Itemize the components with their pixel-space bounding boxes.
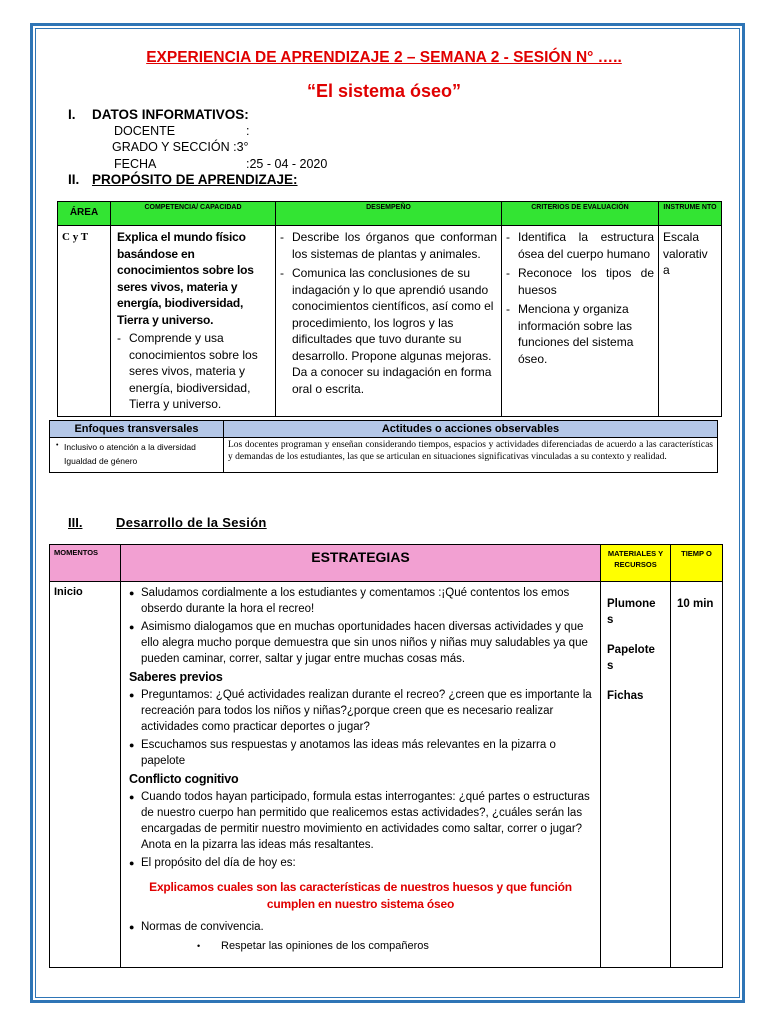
- strategy-text: Asimismo dialogamos que en muchas oportunidades hacen diversas actividades y que ello alegra mucho porque demuestra que sin unos niños y niñas muy saludables ya que pueden caminar, correr, saltar y jugar entre muchas cosas más.: [141, 621, 588, 665]
- instrumento-cell: Escala valorativ a: [659, 226, 722, 417]
- info-docente: [114, 124, 249, 138]
- info-value: 25 - 04 - 2020: [249, 157, 328, 171]
- norma-item: [197, 938, 592, 954]
- info-label: DOCENTE: [114, 124, 176, 138]
- competencia-cell: [111, 226, 276, 417]
- header-competencia: COMPETENCIA/ CAPACIDAD: [111, 202, 276, 226]
- strategy-item: [129, 687, 592, 735]
- criterio-item: [506, 229, 654, 262]
- strategy-item: [129, 855, 592, 871]
- header-instrumento: INSTRUME NTO: [659, 202, 722, 226]
- enfoque-text: Inclusivo o atención a la diversidad Igualdad de género: [64, 442, 196, 466]
- strategy-text: Escuchamos sus respuestas y anotamos las ideas más relevantes en la pizarra o papelote: [141, 739, 556, 767]
- section-proposito-heading: [68, 172, 298, 187]
- header-materiales: MATERIALES Y RECURSOS: [601, 545, 671, 582]
- bullet-marker: ●: [129, 690, 135, 700]
- info-label: FECHA: [114, 157, 157, 171]
- materiales-cell: [601, 582, 671, 968]
- material-item: Fichas: [607, 690, 644, 702]
- strategy-text: Preguntamos: ¿Qué actividades realizan durante el recreo? ¿creen que es importante la recreación para todos los niños y niñas?¿porque creen que es necesario realizar actividades como practicar deportes o jugar?: [141, 689, 592, 733]
- bullet-marker: ●: [129, 922, 135, 932]
- strategy-item: [129, 919, 592, 935]
- section-title: Desarrollo de la Sesión: [116, 515, 267, 530]
- bullet-marker: ●: [129, 858, 135, 868]
- strategy-text: El propósito del día de hoy es:: [141, 857, 296, 869]
- section-desarrollo-heading: [68, 515, 267, 530]
- header-actitudes: Actitudes o acciones observables: [224, 421, 718, 438]
- enfoques-row: [50, 438, 718, 473]
- session-table: [49, 544, 723, 968]
- strategy-item: [129, 619, 592, 667]
- actitudes-cell: Los docentes programan y enseñan considerando tiempos, espacios y actividades diferenciadas de acuerdo a las características y demandas de los estudiantes, las que se articulan en situaciones significativas vinculadas a su contexto y realidad.: [224, 438, 718, 473]
- header-momentos: MOMENTOS: [50, 545, 121, 582]
- header-desempeno: DESEMPEÑO: [276, 202, 502, 226]
- session-purpose: Explicamos cuales son las características de nuestros huesos y que función cumplen en nuestro sistema óseo: [149, 880, 572, 911]
- section-title: DATOS INFORMATIVOS:: [92, 107, 249, 122]
- document-title: EXPERIENCIA DE APRENDIZAJE 2 – SEMANA 2 - SESIÓN N° …..: [146, 49, 622, 66]
- strategy-text: Cuando todos hayan participado, formula estas interrogantes: ¿qué partes o estructuras de nuestro cuerpo han permitido que realicemos estas actividades?, ¿cuáles serán las encargadas de permitir nuestro movimiento en actividades como saltar, correr o jugar? Anota en la pizarra las ideas más resaltantes.: [141, 791, 590, 851]
- document-subtitle: “El sistema óseo”: [306, 81, 462, 101]
- header-enfoques: Enfoques transversales: [50, 421, 224, 438]
- purpose-table-row: [58, 226, 722, 417]
- section-datos-heading: [68, 107, 249, 122]
- criterio-item: [506, 265, 654, 298]
- norma-text: Respetar las opiniones de los compañeros: [221, 940, 429, 952]
- enfoques-header: [50, 421, 718, 438]
- area-cell: C y T: [58, 226, 111, 417]
- criterios-cell: [502, 226, 659, 417]
- enfoques-table: [49, 420, 718, 473]
- capacidad-text: Comprende y usa conocimientos sobre los seres vivos, materia y energía, biodiversidad, Tierra y universo.: [129, 331, 258, 411]
- criterio-text: Reconoce los tipos de huesos: [518, 266, 654, 297]
- header-tiempo: TIEMP O: [671, 545, 723, 582]
- session-row-inicio: [50, 582, 723, 968]
- info-sep: :: [246, 157, 250, 171]
- material-item: Papelote s: [607, 644, 655, 672]
- desempeno-cell: [276, 226, 502, 417]
- competencia-text: Explica el mundo físico basándose en conocimientos sobre los seres vivos, materia y energía, biodiversidad, Tierra y universo.: [117, 230, 254, 327]
- strategy-item: [129, 585, 592, 617]
- header-area: ÁREA: [58, 202, 111, 226]
- desempeno-item: [280, 265, 497, 397]
- desempeno-text: Comunica las conclusiones de su indagación y lo que aprendió usando conocimientos científicos, así como el procedimiento, los logros y las dificultades que tuvo durante su desarrollo. Propone algunas mejoras. Da a conocer su indagación en forma oral o escrita.: [292, 266, 494, 396]
- bullet-marker: ●: [129, 588, 135, 598]
- purpose-table: [57, 201, 722, 417]
- purpose-table-header: [58, 202, 722, 226]
- section-title: PROPÓSITO DE APRENDIZAJE:: [92, 172, 298, 187]
- tiempo-cell: 10 min: [671, 582, 723, 968]
- info-value: 3°: [236, 140, 249, 154]
- criterio-text: Identifica la estructura ósea del cuerpo humano: [518, 230, 654, 261]
- bullet-marker: ●: [129, 740, 135, 750]
- strategy-text: Normas de convivencia.: [141, 921, 264, 933]
- header-criterios: CRITERIOS DE EVALUACIÓN: [502, 202, 659, 226]
- capacidad-item: [115, 330, 271, 413]
- enfoque-item: [54, 440, 219, 468]
- dash-marker: -: [506, 266, 510, 280]
- session-table-header: [50, 545, 723, 582]
- dash-marker: -: [506, 302, 510, 316]
- strategy-text: Saludamos cordialmente a los estudiantes y comentamos :¡Qué contentos los emos obserdo durante la hora el recreo!: [141, 587, 570, 615]
- dash-marker: -: [280, 266, 284, 280]
- criterio-text: Menciona y organiza información sobre las funciones del sistema óseo.: [518, 302, 634, 366]
- info-fecha: [114, 157, 327, 171]
- desempeno-text: Describe los órganos que conforman los sistemas de plantas y animales.: [292, 230, 497, 261]
- desempeno-item: [280, 229, 497, 262]
- material-item: Plumone s: [607, 598, 656, 626]
- bullet-marker: •: [56, 442, 59, 449]
- info-label: GRADO Y SECCIÓN: [112, 140, 230, 154]
- criterio-item: [506, 301, 654, 367]
- header-estrategias: ESTRATEGIAS: [121, 545, 601, 582]
- momento-cell: Inicio: [50, 582, 121, 968]
- sub-bullet-marker: •: [197, 941, 201, 951]
- bullet-marker: ●: [129, 792, 135, 802]
- dash-marker: -: [117, 331, 121, 345]
- info-sep: :: [233, 140, 237, 154]
- saberes-heading: Saberes previos: [129, 670, 223, 684]
- dash-marker: -: [506, 230, 510, 244]
- section-number: III.: [68, 515, 83, 530]
- strategy-item: [129, 737, 592, 769]
- enfoque-cell: [50, 438, 224, 473]
- bullet-marker: ●: [129, 622, 135, 632]
- dash-marker: -: [280, 230, 284, 244]
- strategy-item: [129, 789, 592, 853]
- section-number: I.: [68, 107, 76, 122]
- info-sep: :: [246, 124, 250, 138]
- info-grado: [112, 140, 249, 154]
- estrategias-cell: [121, 582, 601, 968]
- section-number: II.: [68, 172, 80, 187]
- conflicto-heading: Conflicto cognitivo: [129, 772, 239, 786]
